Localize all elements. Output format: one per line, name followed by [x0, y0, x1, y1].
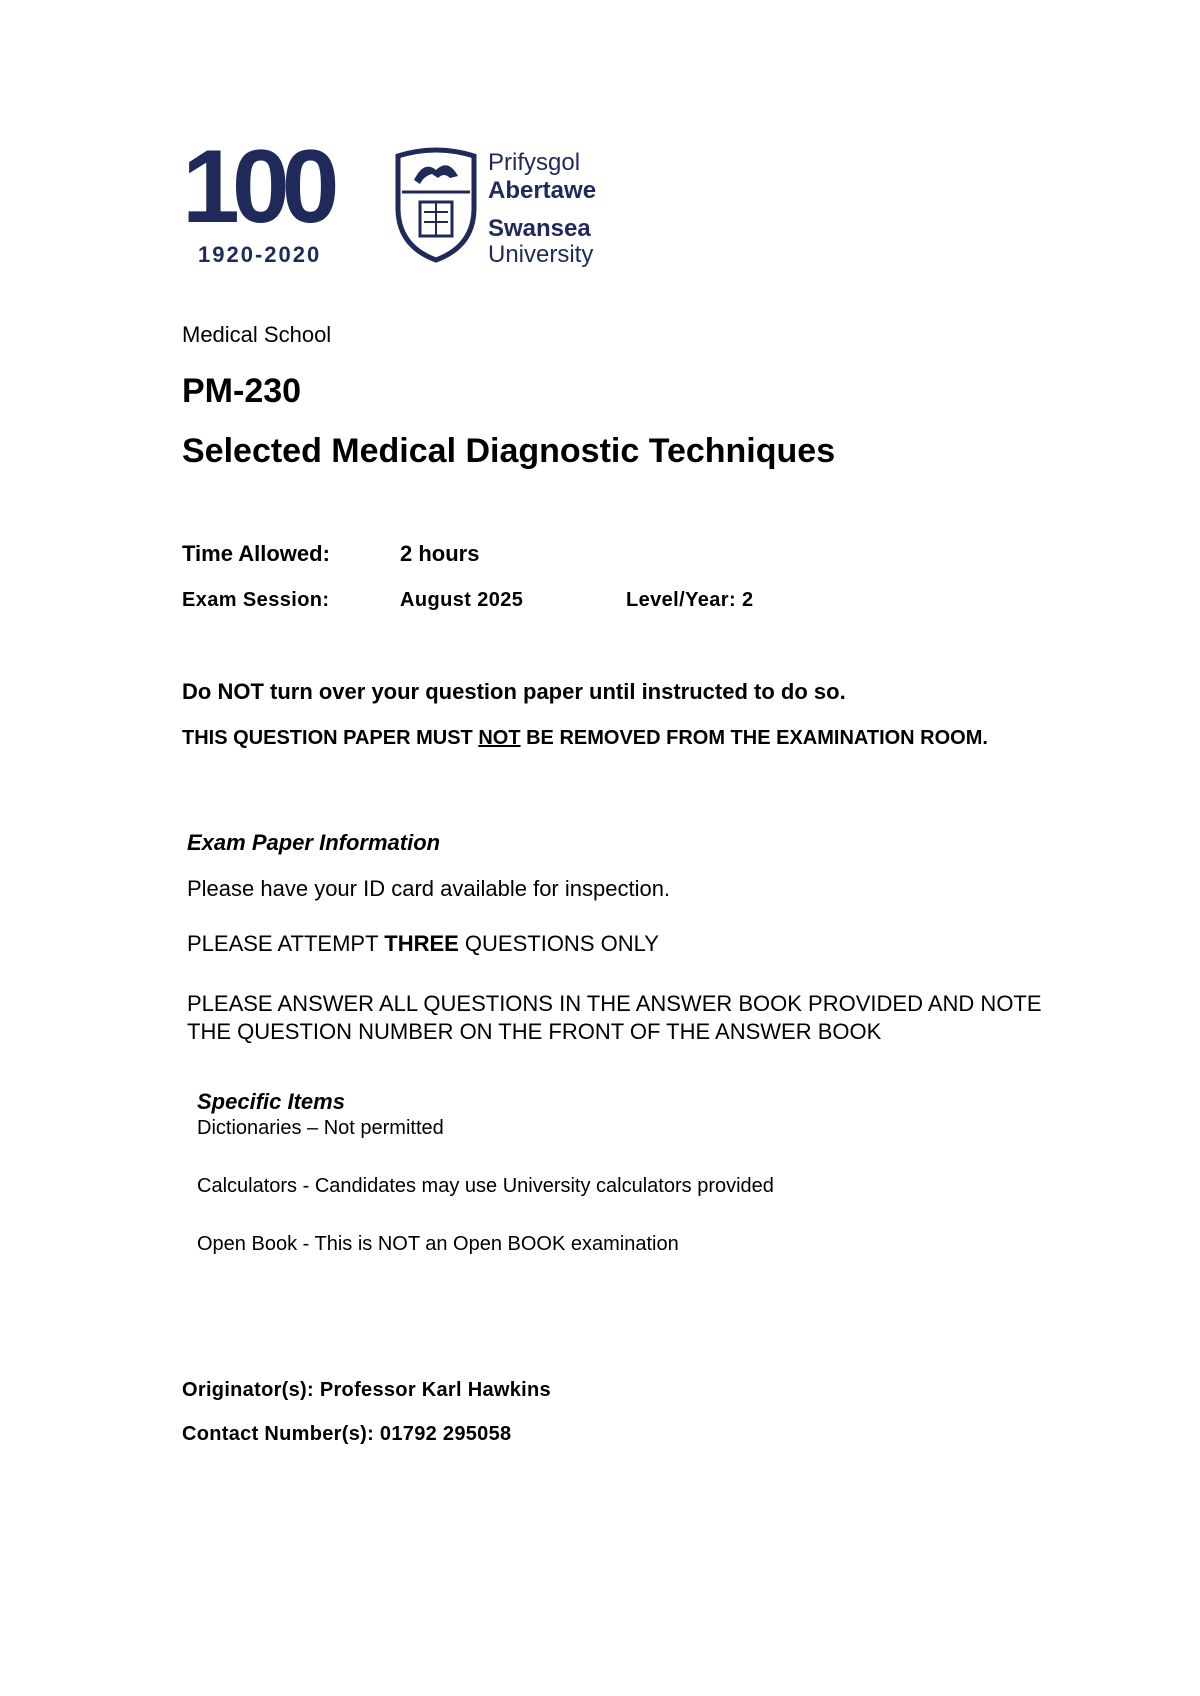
- module-title: Selected Medical Diagnostic Techniques: [182, 432, 836, 470]
- level-year: Level/Year: 2: [626, 589, 754, 611]
- attempt-end: QUESTIONS ONLY: [458, 931, 659, 956]
- originator: Originator(s): Professor Karl Hawkins: [182, 1379, 551, 1401]
- university-name-english-line2: University: [488, 241, 594, 268]
- university-name-english-line1: Swansea: [488, 215, 591, 242]
- attempt-start: PLEASE ATTEMPT: [187, 931, 385, 956]
- attempt-count: THREE: [384, 931, 459, 956]
- dictionaries-rule: Dictionaries – Not permitted: [197, 1117, 444, 1139]
- removal-warning-start: THIS QUESTION PAPER MUST: [182, 727, 479, 749]
- time-allowed-value: 2 hours: [400, 541, 480, 566]
- do-not-turn-warning: Do NOT turn over your question paper until instructed to do so.: [182, 679, 846, 704]
- specific-items-heading: Specific Items: [197, 1089, 345, 1114]
- exam-session-value: August 2025: [400, 589, 524, 611]
- university-logo: [182, 144, 602, 268]
- removal-warning-end: BE REMOVED FROM THE EXAMINATION ROOM.: [520, 727, 988, 749]
- time-allowed-label: Time Allowed:: [182, 541, 330, 566]
- university-name-welsh-line2: Abertawe: [488, 177, 597, 204]
- open-book-rule: Open Book - This is NOT an Open BOOK examination: [197, 1233, 679, 1255]
- removal-warning-emphasis: NOT: [478, 727, 521, 749]
- removal-warning: [182, 724, 1062, 752]
- contact-number: Contact Number(s): 01792 295058: [182, 1423, 512, 1445]
- calculators-rule: Calculators - Candidates may use University calculators provided: [197, 1175, 774, 1197]
- exam-session-label: Exam Session:: [182, 589, 330, 611]
- university-name-welsh-line1: Prifysgol: [488, 149, 581, 176]
- module-code: PM-230: [182, 372, 302, 410]
- answer-instruction: PLEASE ANSWER ALL QUESTIONS IN THE ANSWER BOOK PROVIDED AND NOTE THE QUESTION NUMBER ON THE FRONT OF THE ANSWER BOOK: [187, 991, 1042, 1044]
- centenary-number: 100: [182, 144, 332, 245]
- centenary-years: 1920-2020: [198, 242, 322, 267]
- crest-icon: [398, 150, 474, 260]
- paper-info-heading: Exam Paper Information: [187, 830, 441, 855]
- id-card-instruction: Please have your ID card available for inspection.: [187, 876, 671, 901]
- school-name: Medical School: [182, 322, 332, 347]
- attempt-instruction: [187, 931, 659, 957]
